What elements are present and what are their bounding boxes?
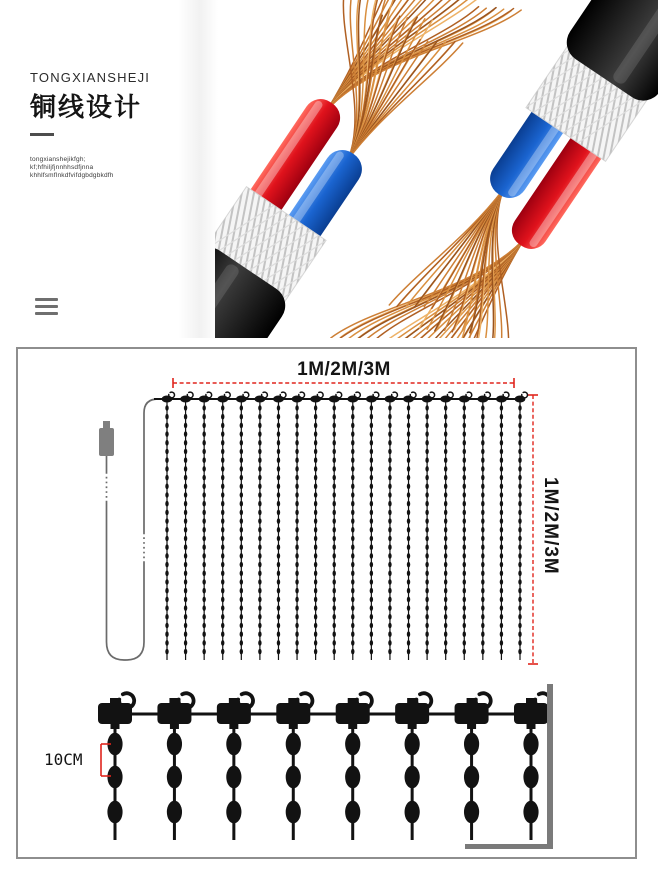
width-dimension-label: 1M/2M/3M: [297, 359, 391, 380]
hamburger-bar: [35, 298, 58, 301]
brand-name-en: TONGXIANSHEJI: [30, 70, 151, 85]
height-dimension-line: [528, 395, 538, 664]
brand-tagline-line: tongxianshejikfgh;: [30, 156, 86, 163]
led-spacing-label: 10CM: [44, 750, 83, 769]
hamburger-bar: [35, 312, 58, 315]
brand-tagline: [30, 156, 150, 180]
hamburger-bar: [35, 305, 58, 308]
curtain-light-diagram: [18, 349, 635, 857]
brand-tagline-line: khhlfsmflnkdfvifdgbdgbkdfh: [30, 172, 114, 180]
brand-divider: [30, 133, 54, 136]
hooks-row: [98, 693, 550, 840]
curtain-strings: [154, 392, 528, 660]
brand-tagline-line: kf;hfhiljfjnnhhsdfjnna: [30, 164, 94, 172]
plug-tip: [103, 421, 110, 429]
stripped-cables-illustration: [215, 0, 658, 338]
diagram-card: [16, 347, 637, 859]
photo-edge-shadow: [178, 0, 218, 338]
plug-body: [99, 428, 114, 456]
height-dimension-label: 1M/2M/3M: [540, 477, 561, 575]
brand-name-zh: 铜线设计: [30, 92, 143, 122]
product-photo: [215, 0, 658, 338]
power-cord: [99, 399, 158, 660]
brand-block: [30, 70, 150, 180]
hamburger-menu-icon[interactable]: [35, 298, 58, 315]
